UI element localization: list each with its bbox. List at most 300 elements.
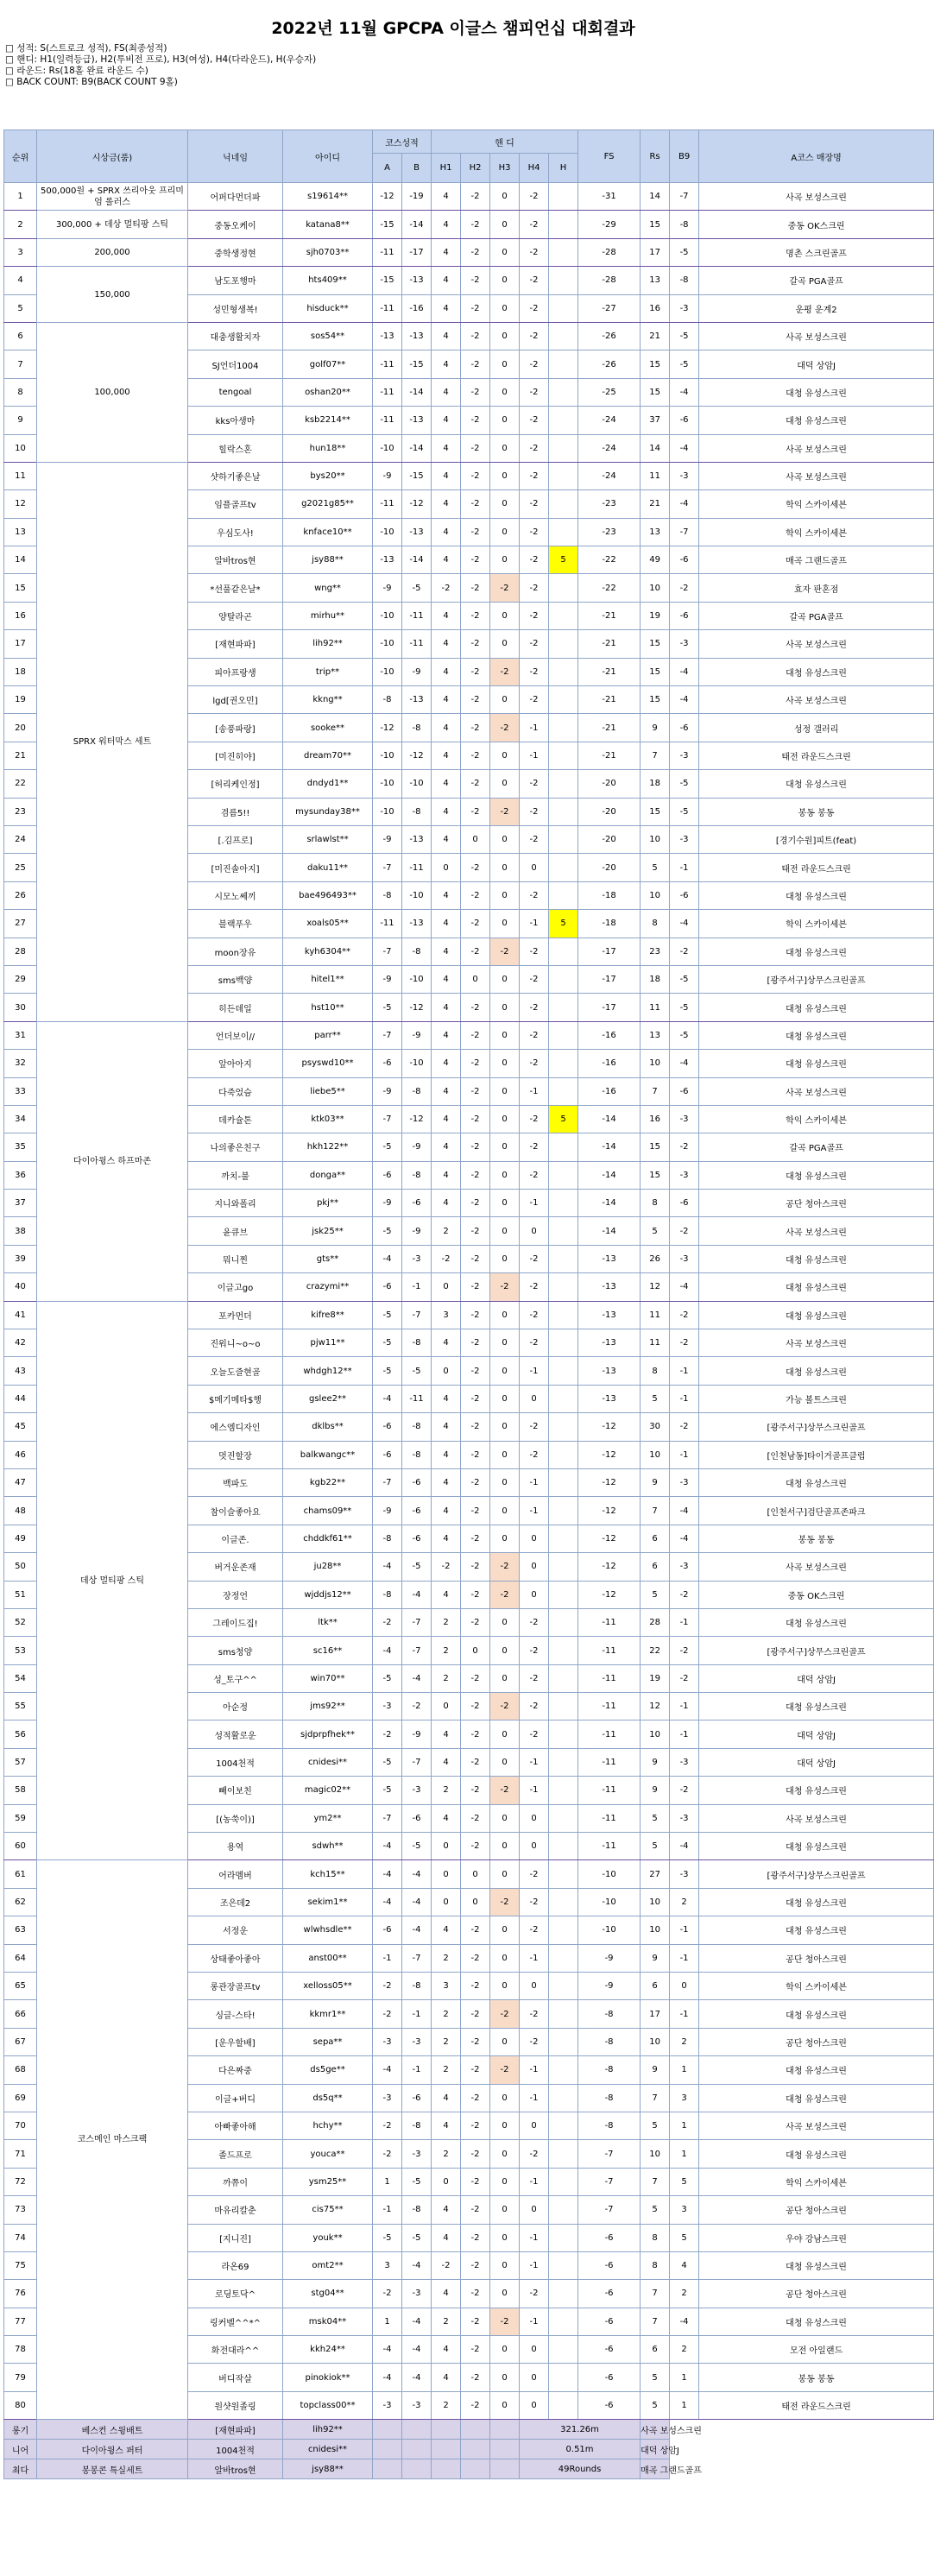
h4-cell: -1 xyxy=(520,2056,549,2084)
score-b-cell: -12 xyxy=(402,1105,432,1133)
h-cell xyxy=(549,2251,578,2279)
h-cell xyxy=(549,183,578,211)
header-h1: H1 xyxy=(432,154,461,183)
h1-cell: 0 xyxy=(432,1357,461,1385)
rs-cell: 15 xyxy=(641,378,670,406)
h2-cell: -2 xyxy=(461,1693,490,1720)
id-cell: sdwh** xyxy=(283,1833,373,1860)
h-cell xyxy=(549,1468,578,1496)
store-cell: 갈곡 PGA골프 xyxy=(699,267,934,294)
rank-cell: 38 xyxy=(4,1217,37,1245)
score-a-cell: -4 xyxy=(373,2364,402,2391)
score-b-cell: -10 xyxy=(402,965,432,993)
h3-cell: 0 xyxy=(490,1413,520,1441)
store-cell: 대청 유성스크린 xyxy=(699,2308,934,2335)
fs-cell: -27 xyxy=(578,294,641,322)
prize-group-cell: 다이아윙스 하프마존 xyxy=(37,1021,188,1301)
store-cell: 대덕 상암J xyxy=(699,1720,934,1748)
nickname-cell: 다은짜중 xyxy=(188,2056,283,2084)
special-award-row xyxy=(4,2459,934,2479)
rank-cell: 48 xyxy=(4,1497,37,1525)
fs-cell: -23 xyxy=(578,518,641,546)
rs-cell: 21 xyxy=(641,322,670,350)
store-cell: 사곡 보성스크린 xyxy=(699,183,934,211)
store-cell: 사곡 보성스크린 xyxy=(699,322,934,350)
fs-cell: -20 xyxy=(578,770,641,798)
rank-cell: 14 xyxy=(4,546,37,574)
award-value-cell: 49Rounds xyxy=(520,2459,641,2479)
rs-cell: 5 xyxy=(641,1217,670,1245)
rs-cell: 15 xyxy=(641,350,670,378)
rank-cell: 55 xyxy=(4,1693,37,1720)
header-h3: H3 xyxy=(490,154,520,183)
h4-cell: -2 xyxy=(520,1637,549,1664)
rank-cell: 69 xyxy=(4,2084,37,2112)
b9-cell: -4 xyxy=(670,434,699,462)
id-cell: hun18** xyxy=(283,434,373,462)
b9-cell: -7 xyxy=(670,518,699,546)
id-cell: sooke** xyxy=(283,714,373,742)
rs-cell: 17 xyxy=(641,238,670,266)
award-prize-cell: 봉봉콘 특실세트 xyxy=(37,2459,188,2479)
table-row xyxy=(4,238,934,266)
h1-cell: 0 xyxy=(432,1888,461,1916)
fs-cell: -11 xyxy=(578,1608,641,1636)
rank-cell: 33 xyxy=(4,1077,37,1105)
header-a: A xyxy=(373,154,402,183)
rank-cell: 42 xyxy=(4,1329,37,1357)
store-cell: 봉동 봉동 xyxy=(699,1525,934,1552)
store-cell: 태전 라운드스크린 xyxy=(699,854,934,881)
h1-cell: 4 xyxy=(432,770,461,798)
b9-cell: -4 xyxy=(670,1050,699,1077)
rank-cell: 21 xyxy=(4,742,37,769)
h4-cell: -2 xyxy=(520,938,549,965)
fs-cell: -13 xyxy=(578,1245,641,1272)
fs-cell: -24 xyxy=(578,434,641,462)
h-cell xyxy=(549,1916,578,1944)
rs-cell: 10 xyxy=(641,1916,670,1944)
h1-cell: 4 xyxy=(432,294,461,322)
h-cell xyxy=(549,938,578,965)
special-award-row xyxy=(4,2440,934,2459)
score-a-cell: -11 xyxy=(373,910,402,938)
h1-cell: 0 xyxy=(432,1860,461,1888)
fs-cell: -21 xyxy=(578,742,641,769)
h3-cell: 0 xyxy=(490,183,520,211)
rs-cell: 7 xyxy=(641,1497,670,1525)
rs-cell: 9 xyxy=(641,2056,670,2084)
award-store-cell: 대덕 상암J xyxy=(641,2440,670,2459)
h1-cell: 4 xyxy=(432,742,461,769)
score-a-cell: -10 xyxy=(373,602,402,629)
rs-cell: 10 xyxy=(641,1888,670,1916)
h1-cell: 2 xyxy=(432,1777,461,1804)
fs-cell: -7 xyxy=(578,2168,641,2195)
h3-cell: 0 xyxy=(490,1973,520,2000)
fs-cell: -8 xyxy=(578,2112,641,2139)
id-cell: trip** xyxy=(283,658,373,685)
h-cell xyxy=(549,1385,578,1412)
h3-cell: 0 xyxy=(490,518,520,546)
h3-cell: 0 xyxy=(490,434,520,462)
score-b-cell: -12 xyxy=(402,490,432,518)
score-a-cell: -2 xyxy=(373,1608,402,1636)
header-id: 아이디 xyxy=(283,130,373,183)
rank-cell: 62 xyxy=(4,1888,37,1916)
id-cell: omt2** xyxy=(283,2251,373,2279)
h-cell xyxy=(549,518,578,546)
empty-cell xyxy=(402,2440,432,2459)
h4-cell: -2 xyxy=(520,686,549,714)
store-cell: 봉동 봉동 xyxy=(699,2364,934,2391)
id-cell: magic02** xyxy=(283,1777,373,1804)
h4-cell: -1 xyxy=(520,2168,549,2195)
rs-cell: 15 xyxy=(641,798,670,825)
fs-cell: -16 xyxy=(578,1021,641,1049)
fs-cell: -31 xyxy=(578,183,641,211)
rs-cell: 5 xyxy=(641,854,670,881)
header-nickname: 닉네임 xyxy=(188,130,283,183)
h1-cell: 4 xyxy=(432,1497,461,1525)
h3-cell: 0 xyxy=(490,2391,520,2419)
nickname-cell: 이글+버디 xyxy=(188,2084,283,2112)
nickname-cell: 대충생활치자 xyxy=(188,322,283,350)
id-cell: whdgh12** xyxy=(283,1357,373,1385)
rank-cell: 51 xyxy=(4,1581,37,1608)
h4-cell: -2 xyxy=(520,1161,549,1189)
rs-cell: 10 xyxy=(641,825,670,853)
h-cell xyxy=(549,322,578,350)
nickname-cell: [허리케인정] xyxy=(188,770,283,798)
fs-cell: -26 xyxy=(578,350,641,378)
id-cell: wjddjs12** xyxy=(283,1581,373,1608)
score-a-cell: -9 xyxy=(373,1077,402,1105)
h2-cell: -2 xyxy=(461,1525,490,1552)
rank-cell: 43 xyxy=(4,1357,37,1385)
h1-cell: 2 xyxy=(432,1608,461,1636)
score-b-cell: -3 xyxy=(402,1245,432,1272)
score-a-cell: -1 xyxy=(373,2196,402,2224)
rs-cell: 23 xyxy=(641,938,670,965)
rs-cell: 18 xyxy=(641,770,670,798)
h4-cell: -1 xyxy=(520,1497,549,1525)
score-a-cell: -5 xyxy=(373,1664,402,1692)
h4-cell: -2 xyxy=(520,378,549,406)
b9-cell: -1 xyxy=(670,1916,699,1944)
empty-cell xyxy=(461,2440,490,2459)
store-cell: 대청 유성스크린 xyxy=(699,658,934,685)
score-a-cell: -4 xyxy=(373,1833,402,1860)
score-a-cell: -5 xyxy=(373,1777,402,1804)
h1-cell: 2 xyxy=(432,2028,461,2055)
fs-cell: -11 xyxy=(578,1777,641,1804)
rs-cell: 7 xyxy=(641,1077,670,1105)
fs-cell: -11 xyxy=(578,1664,641,1692)
id-cell: jms92** xyxy=(283,1693,373,1720)
h-cell xyxy=(549,1973,578,2000)
id-cell: s19614** xyxy=(283,183,373,211)
h1-cell: 4 xyxy=(432,2196,461,2224)
rank-cell: 46 xyxy=(4,1441,37,1468)
h3-cell: 0 xyxy=(490,1804,520,1832)
h-cell xyxy=(549,770,578,798)
store-cell: [광주서구]상무스크린골프 xyxy=(699,1637,934,1664)
results-body xyxy=(4,183,934,2479)
b9-cell: -1 xyxy=(670,854,699,881)
score-b-cell: -8 xyxy=(402,938,432,965)
rs-cell: 11 xyxy=(641,462,670,489)
h2-cell: -2 xyxy=(461,602,490,629)
h4-cell: 0 xyxy=(520,1581,549,1608)
id-cell: jsk25** xyxy=(283,1217,373,1245)
h1-cell: 4 xyxy=(432,965,461,993)
score-a-cell: -4 xyxy=(373,1553,402,1581)
rs-cell: 12 xyxy=(641,1273,670,1301)
b9-cell: 3 xyxy=(670,2084,699,2112)
empty-cell xyxy=(373,2420,402,2440)
rs-cell: 17 xyxy=(641,2000,670,2028)
h4-cell: -2 xyxy=(520,518,549,546)
fs-cell: -14 xyxy=(578,1105,641,1133)
h2-cell: -2 xyxy=(461,1301,490,1329)
score-a-cell: -4 xyxy=(373,1860,402,1888)
b9-cell: 2 xyxy=(670,2028,699,2055)
store-cell: 대청 유성스크린 xyxy=(699,1916,934,1944)
h3-cell: -2 xyxy=(490,714,520,742)
store-cell: 공단 청아스크린 xyxy=(699,2280,934,2308)
score-b-cell: -6 xyxy=(402,2084,432,2112)
id-cell: kch15** xyxy=(283,1860,373,1888)
h2-cell: -2 xyxy=(461,1245,490,1272)
score-a-cell: -8 xyxy=(373,686,402,714)
rs-cell: 15 xyxy=(641,1133,670,1161)
score-a-cell: -5 xyxy=(373,994,402,1021)
store-cell: 가능 볼트스크린 xyxy=(699,1385,934,1412)
store-cell: 사곡 보성스크린 xyxy=(699,1329,934,1357)
id-cell: sepa** xyxy=(283,2028,373,2055)
empty-cell xyxy=(490,2440,520,2459)
score-b-cell: -9 xyxy=(402,1217,432,1245)
rs-cell: 5 xyxy=(641,2364,670,2391)
id-cell: mirhu** xyxy=(283,602,373,629)
nickname-cell: 히든데일 xyxy=(188,994,283,1021)
score-a-cell: -10 xyxy=(373,658,402,685)
h3-cell: 0 xyxy=(490,238,520,266)
nickname-cell: 아빠좋아해 xyxy=(188,2112,283,2139)
h4-cell: -2 xyxy=(520,294,549,322)
h2-cell: -2 xyxy=(461,1608,490,1636)
fs-cell: -24 xyxy=(578,407,641,434)
rank-cell: 10 xyxy=(4,434,37,462)
fs-cell: -6 xyxy=(578,2251,641,2279)
nickname-cell: tengoal xyxy=(188,378,283,406)
id-cell: gts** xyxy=(283,1245,373,1272)
h1-cell: 4 xyxy=(432,238,461,266)
fs-cell: -12 xyxy=(578,1413,641,1441)
nickname-cell: 멋진할장 xyxy=(188,1441,283,1468)
id-cell: ds5ge** xyxy=(283,2056,373,2084)
h2-cell: -2 xyxy=(461,1385,490,1412)
rank-cell: 2 xyxy=(4,211,37,238)
h1-cell: 3 xyxy=(432,1973,461,2000)
score-b-cell: -10 xyxy=(402,1050,432,1077)
rank-cell: 44 xyxy=(4,1385,37,1412)
score-b-cell: -4 xyxy=(402,1888,432,1916)
h1-cell: 4 xyxy=(432,881,461,909)
h1-cell: 4 xyxy=(432,407,461,434)
h3-cell: -2 xyxy=(490,1273,520,1301)
h4-cell: -2 xyxy=(520,658,549,685)
h3-cell: 0 xyxy=(490,1944,520,1972)
h1-cell: 4 xyxy=(432,910,461,938)
h2-cell: -2 xyxy=(461,742,490,769)
h3-cell: 0 xyxy=(490,881,520,909)
h3-cell: 0 xyxy=(490,1441,520,1468)
score-b-cell: -5 xyxy=(402,574,432,602)
h4-cell: -1 xyxy=(520,2308,549,2335)
rs-cell: 6 xyxy=(641,1973,670,2000)
h2-cell: -2 xyxy=(461,2196,490,2224)
nickname-cell: 앞아아지 xyxy=(188,1050,283,1077)
rank-cell: 6 xyxy=(4,322,37,350)
store-cell: 대청 유성스크린 xyxy=(699,1357,934,1385)
id-cell: hkh122** xyxy=(283,1133,373,1161)
header-fs: FS xyxy=(578,130,641,183)
rank-cell: 36 xyxy=(4,1161,37,1189)
nickname-cell: [(농쑥이)] xyxy=(188,1804,283,1832)
rs-cell: 15 xyxy=(641,1161,670,1189)
h-cell xyxy=(549,630,578,658)
h1-cell: 4 xyxy=(432,1916,461,1944)
h4-cell: 0 xyxy=(520,1804,549,1832)
b9-cell: 1 xyxy=(670,2056,699,2084)
h4-cell: -2 xyxy=(520,2280,549,2308)
h3-cell: 0 xyxy=(490,1497,520,1525)
h3-cell: 0 xyxy=(490,1133,520,1161)
store-cell: 대청 유성스크린 xyxy=(699,1050,934,1077)
store-cell: 사곡 보성스크린 xyxy=(699,462,934,489)
h2-cell: -2 xyxy=(461,2308,490,2335)
h3-cell: 0 xyxy=(490,1105,520,1133)
b9-cell: -4 xyxy=(670,658,699,685)
score-a-cell: -15 xyxy=(373,211,402,238)
fs-cell: -13 xyxy=(578,1301,641,1329)
score-a-cell: -2 xyxy=(373,2112,402,2139)
h3-cell: 0 xyxy=(490,2336,520,2364)
rs-cell: 7 xyxy=(641,742,670,769)
award-id-cell: lih92** xyxy=(283,2420,373,2440)
h1-cell: 4 xyxy=(432,825,461,853)
h3-cell: 0 xyxy=(490,965,520,993)
b9-cell: -1 xyxy=(670,1720,699,1748)
nickname-cell: [운우할배] xyxy=(188,2028,283,2055)
h4-cell: -2 xyxy=(520,994,549,1021)
nickname-cell: kks아생마 xyxy=(188,407,283,434)
score-a-cell: -9 xyxy=(373,965,402,993)
store-cell: 대청 유성스크린 xyxy=(699,1301,934,1329)
b9-cell: -5 xyxy=(670,965,699,993)
h2-cell: -2 xyxy=(461,267,490,294)
score-a-cell: -9 xyxy=(373,462,402,489)
h3-cell: 0 xyxy=(490,211,520,238)
h1-cell: 4 xyxy=(432,518,461,546)
score-a-cell: -4 xyxy=(373,1245,402,1272)
rank-cell: 37 xyxy=(4,1190,37,1217)
h1-cell: 4 xyxy=(432,658,461,685)
b9-cell: -5 xyxy=(670,994,699,1021)
b9-cell: 1 xyxy=(670,2391,699,2419)
rank-cell: 20 xyxy=(4,714,37,742)
h1-cell: 4 xyxy=(432,1161,461,1189)
empty-cell xyxy=(490,2420,520,2440)
h3-cell: -2 xyxy=(490,1693,520,1720)
b9-cell: -5 xyxy=(670,770,699,798)
h2-cell: -2 xyxy=(461,881,490,909)
h-cell xyxy=(549,798,578,825)
store-cell: 사곡 보성스크린 xyxy=(699,434,934,462)
store-cell: [광주서구]상무스크린골프 xyxy=(699,1413,934,1441)
nickname-cell: 롱관장골프tv xyxy=(188,1973,283,2000)
nickname-cell: 1004천적 xyxy=(188,1748,283,1776)
score-b-cell: -13 xyxy=(402,407,432,434)
id-cell: psyswd10** xyxy=(283,1050,373,1077)
score-b-cell: -10 xyxy=(402,770,432,798)
award-value-cell: 0.51m xyxy=(520,2440,641,2459)
b9-cell: -3 xyxy=(670,1245,699,1272)
nickname-cell: 어퍼다먼더파 xyxy=(188,183,283,211)
rank-cell: 1 xyxy=(4,183,37,211)
score-a-cell: -7 xyxy=(373,1804,402,1832)
h1-cell: 3 xyxy=(432,1301,461,1329)
nickname-cell: [지니진] xyxy=(188,2224,283,2251)
h3-cell: 0 xyxy=(490,1245,520,1272)
h1-cell: 0 xyxy=(432,1273,461,1301)
fs-cell: -20 xyxy=(578,798,641,825)
fs-cell: -16 xyxy=(578,1050,641,1077)
h2-cell: -2 xyxy=(461,854,490,881)
h4-cell: 0 xyxy=(520,2364,549,2391)
rs-cell: 5 xyxy=(641,1581,670,1608)
rank-cell: 58 xyxy=(4,1777,37,1804)
award-label-cell: 롱기 xyxy=(4,2420,37,2440)
id-cell: kkh24** xyxy=(283,2336,373,2364)
score-b-cell: -3 xyxy=(402,2280,432,2308)
nickname-cell: 백파도 xyxy=(188,1468,283,1496)
store-cell: 대청 유성스크린 xyxy=(699,2251,934,2279)
store-cell: 공단 청아스크린 xyxy=(699,1190,934,1217)
b9-cell: -3 xyxy=(670,462,699,489)
h4-cell: -2 xyxy=(520,1664,549,1692)
rank-cell: 35 xyxy=(4,1133,37,1161)
id-cell: kkng** xyxy=(283,686,373,714)
h1-cell: 4 xyxy=(432,378,461,406)
rank-cell: 27 xyxy=(4,910,37,938)
h1-cell: 4 xyxy=(432,183,461,211)
h-cell xyxy=(549,574,578,602)
h-cell xyxy=(549,1860,578,1888)
h4-cell: -2 xyxy=(520,490,549,518)
store-cell: 대덕 상암J xyxy=(699,1664,934,1692)
score-a-cell: -7 xyxy=(373,1021,402,1049)
score-b-cell: -7 xyxy=(402,1944,432,1972)
score-b-cell: -5 xyxy=(402,1553,432,1581)
id-cell: ysm25** xyxy=(283,2168,373,2195)
h4-cell: 0 xyxy=(520,1833,549,1860)
h2-cell: -2 xyxy=(461,1273,490,1301)
rs-cell: 6 xyxy=(641,1553,670,1581)
rank-cell: 45 xyxy=(4,1413,37,1441)
